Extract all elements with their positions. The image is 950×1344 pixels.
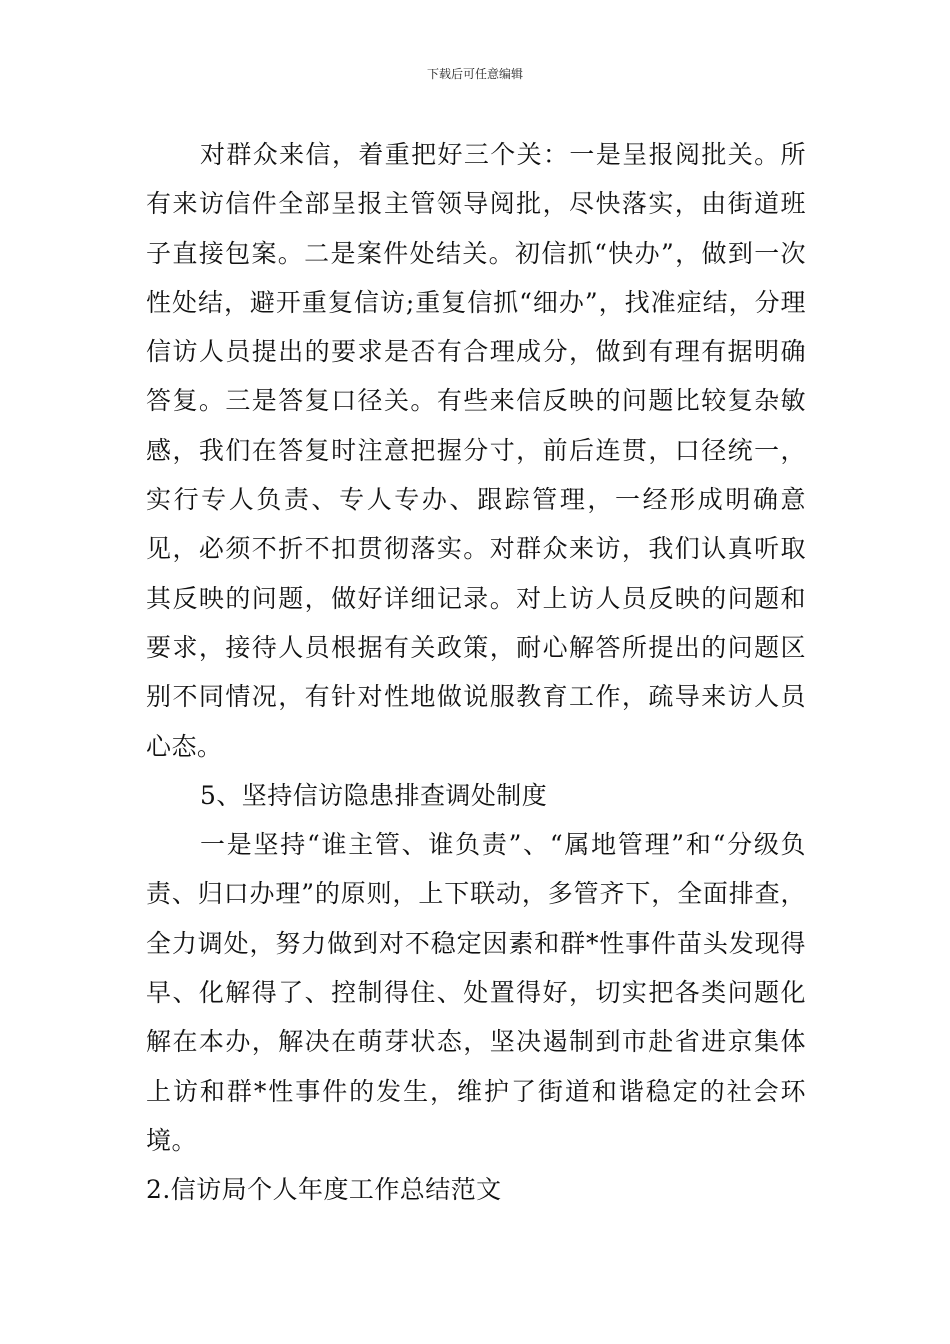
section-title-annual-summary: 2.信访局个人年度工作总结范文 (146, 1175, 502, 1205)
page-header-note: 下载后可任意编辑 (426, 67, 523, 81)
paragraph-letters-handling: 对群众来信，着重把好三个关：一是呈报阅批关。所有来访信件全部呈报主管领导阅批，尽快落实，由街道班子直接包案。二是案件处结关。初信抓“快办”，做到一次性处结，避开重复信访;重复信抓“细办”，找准症结，分理信访人员提出的要求是否有合理成分，做到有理有据明确答复。三是答复口径关。有些来信反映的问题比较复杂敏感，我们在答复时注意把握分寸，前后连贯，口径统一，实行专人负责、专人专办、跟踪管理，一经形成明确意见，必须不折不扣贯彻落实。对群众来访，我们认真听取其反映的问题，做好详细记录。对上访人员反映的问题和要求，接待人员根据有关政策，耐心解答所提出的问题区别不同情况，有针对性地做说服教育工作，疏导来访人员心态。 (146, 140, 806, 761)
heading-risk-investigation-system: 5、坚持信访隐患排查调处制度 (200, 780, 548, 810)
paragraph-risk-investigation: 一是坚持“谁主管、谁负责”、“属地管理”和“分级负责、归口办理”的原则，上下联动，多管齐下，全面排查，全力调处，努力做到对不稳定因素和群*性事件苗头发现得早、化解得了、控制得住、处置得好，切实把各类问题化解在本办，解决在萌芽状态，坚决遏制到市赴省进京集体上访和群*性事件的发生，维护了街道和谐稳定的社会环境。 (146, 830, 806, 1155)
document-body (146, 130, 806, 1215)
